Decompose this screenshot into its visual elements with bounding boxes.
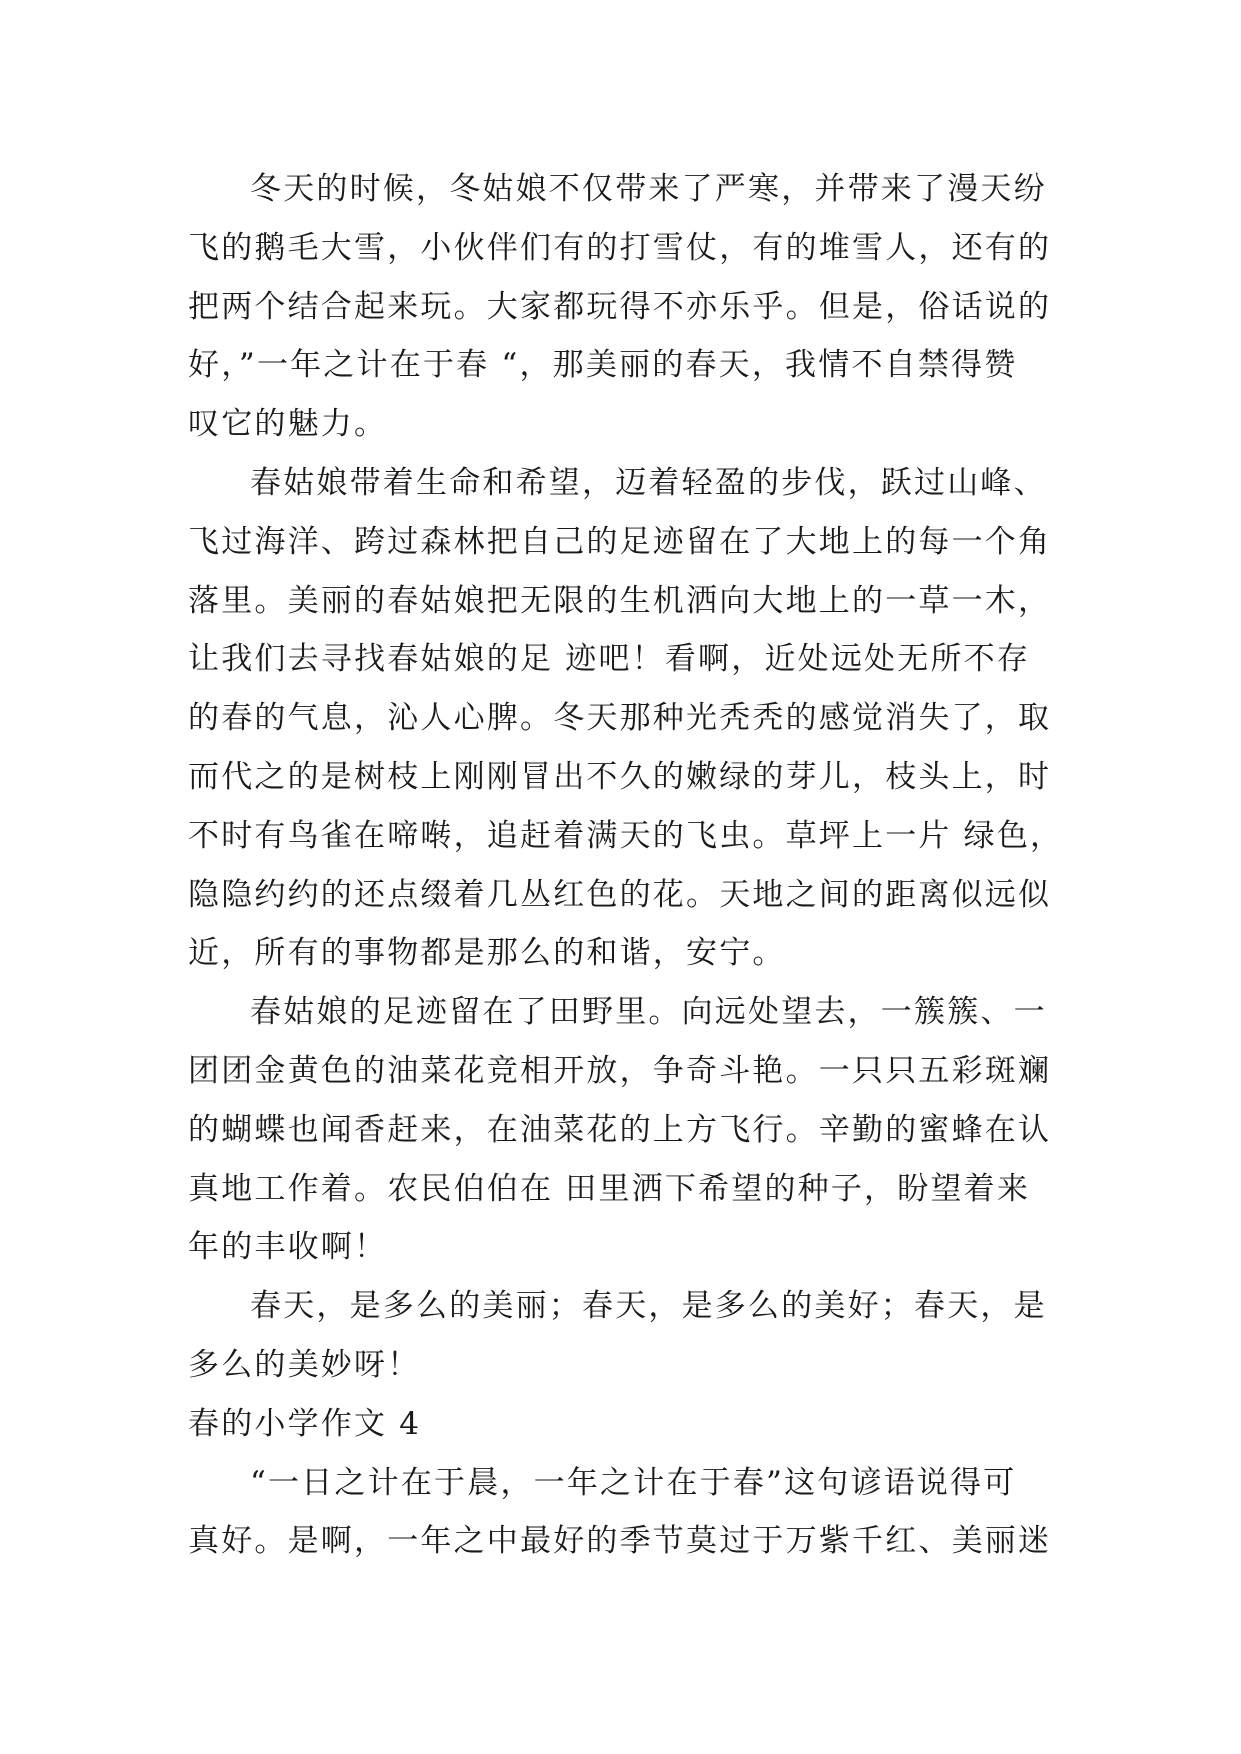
text-line: 春姑娘带着生命和希望，迈着轻盈的步伐，跃过山峰、	[250, 464, 1047, 501]
text-line: 春姑娘的足迹留在了田野里。向远处望去，一簇簇、一	[250, 994, 1047, 1031]
text-line: 的春的气息，沁人心脾。冬天那种光秃秃的感觉消失了，取	[188, 700, 1052, 737]
text-line: 多么的美妙呀！	[188, 1346, 421, 1383]
text-line: 春天，是多么的美丽；春天，是多么的美好；春天，是	[250, 1288, 1047, 1325]
text-line: 让我们去寻找春姑娘的足 迹吧！看啊，近处远处无所不存	[188, 641, 1031, 678]
text-line: 的蝴蝶也闻香赶来，在油菜花的上方飞行。辛勤的蜜蜂在认	[188, 1111, 1052, 1148]
text-line: 年的丰收啊！	[188, 1229, 388, 1266]
text-line: 飞的鹅毛大雪，小伙伴们有的打雪仗，有的堆雪人，还有的	[188, 229, 1052, 266]
text-line: “一日之计在于晨，一年之计在于春”这句谚语说得可	[250, 1464, 1017, 1501]
document-body	[188, 160, 1064, 1571]
text-line: 隐隐约约的还点缀着几丛红色的花。天地之间的距离似远似	[188, 876, 1052, 913]
section-heading: 春的小学作文 4	[188, 1405, 422, 1442]
text-line: 而代之的是树枝上刚刚冒出不久的嫩绿的芽儿，枝头上，时	[188, 758, 1052, 795]
text-line: 真好。是啊，一年之中最好的季节莫过于万紫千红、美丽迷	[188, 1523, 1052, 1560]
text-line: 不时有鸟雀在啼啭，追赶着满天的飞虫。草坪上一片 绿色，	[188, 817, 1064, 854]
text-line: 落里。美丽的春姑娘把无限的生机洒向大地上的一草一木，	[188, 582, 1052, 619]
text-line: 冬天的时候，冬姑娘不仅带来了严寒，并带来了漫天纷	[250, 171, 1047, 207]
text-line: 真地工作着。农民伯伯在 田里洒下希望的种子，盼望着来	[188, 1170, 1031, 1207]
text-line: 叹它的魅力。	[188, 406, 388, 443]
text-line: 好，”一年之计在于春 “，那美丽的春天，我情不自禁得赞	[188, 347, 1018, 384]
text-line: 团团金黄色的油菜花竞相开放，争奇斗艳。一只只五彩斑斓	[188, 1052, 1052, 1089]
text-line: 把两个结合起来玩。大家都玩得不亦乐乎。但是，俗话说的	[188, 288, 1052, 325]
text-line: 飞过海洋、跨过森林把自己的足迹留在了大地上的每一个角	[188, 523, 1052, 560]
text-line: 近，所有的事物都是那么的和谐，安宁。	[188, 935, 786, 972]
